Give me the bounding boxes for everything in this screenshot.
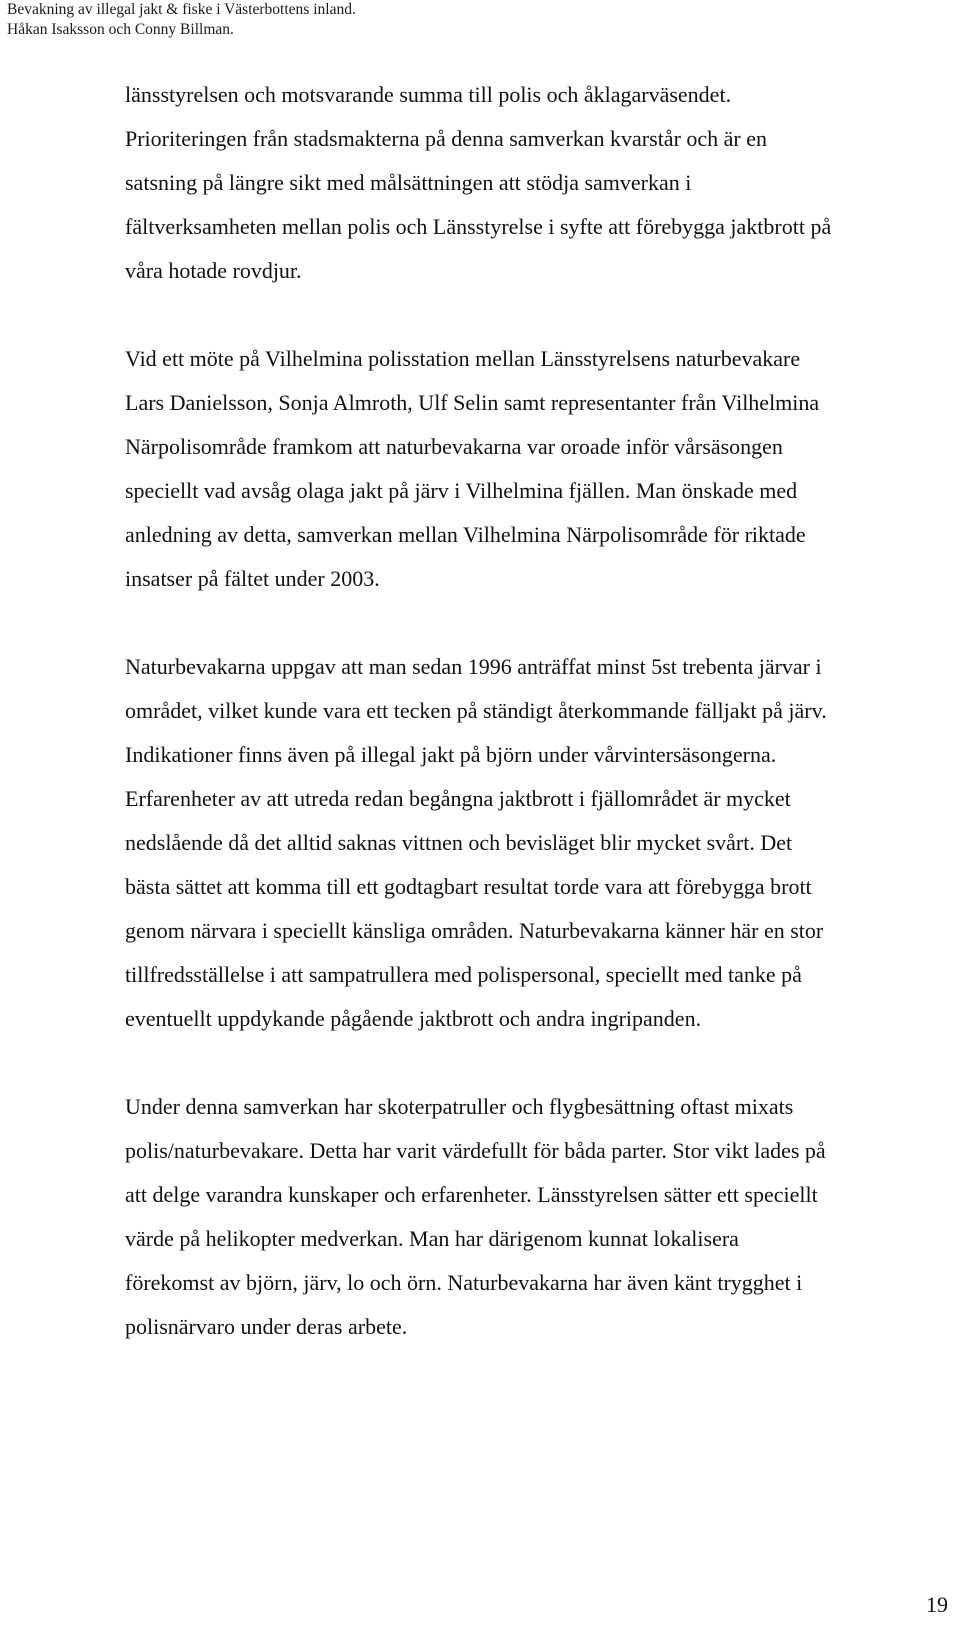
text-line: värde på helikopter medverkan. Man har därigenom kunnat lokalisera (125, 1226, 739, 1251)
text-line: våra hotade rovdjur. (125, 258, 302, 283)
paragraph (125, 1085, 960, 1349)
text-line: nedslående då det alltid saknas vittnen och bevisläget blir mycket svårt. Det (125, 830, 793, 855)
text-line: Närpolisområde framkom att naturbevakarna var oroade inför vårsäsongen (125, 434, 783, 459)
text-line: fältverksamheten mellan polis och Länsstyrelse i syfte att förebygga jaktbrott på (125, 214, 832, 239)
text-line: genom närvara i speciellt känsliga områden. Naturbevakarna känner här en stor (125, 918, 824, 943)
text-line: att delge varandra kunskaper och erfarenheter. Länsstyrelsen sätter ett speciellt (125, 1182, 818, 1207)
text-line: Under denna samverkan har skoterpatruller och flygbesättning oftast mixats (125, 1094, 794, 1119)
text-line: anledning av detta, samverkan mellan Vilhelmina Närpolisområde för riktade (125, 522, 806, 547)
text-line: Erfarenheter av att utreda redan begångna jaktbrott i fjällområdet är mycket (125, 786, 791, 811)
text-line: satsning på längre sikt med målsättningen att stödja samverkan i (125, 170, 692, 195)
text-line: Vid ett möte på Vilhelmina polisstation mellan Länsstyrelsens naturbevakare (125, 346, 801, 371)
text-line: förekomst av björn, järv, lo och örn. Naturbevakarna har även känt trygghet i (125, 1270, 803, 1295)
page-number: 19 (926, 1592, 948, 1617)
paragraph (125, 337, 960, 601)
text-line: Naturbevakarna uppgav att man sedan 1996 anträffat minst 5st trebenta järvar i (125, 654, 822, 679)
text-line: bästa sättet att komma till ett godtagbart resultat torde vara att förebygga brott (125, 874, 812, 899)
text-line: Prioriteringen från stadsmakterna på denna samverkan kvarstår och är en (125, 126, 768, 151)
text-line: polisnärvaro under deras arbete. (125, 1314, 408, 1339)
paragraph (125, 645, 960, 1041)
page-header (7, 0, 356, 40)
text-line: speciellt vad avsåg olaga jakt på järv i Vilhelmina fjällen. Man önskade med (125, 478, 798, 503)
text-line: området, vilket kunde vara ett tecken på ständigt återkommande fälljakt på järv. (125, 698, 827, 723)
text-line: polis/naturbevakare. Detta har varit värdefullt för båda parter. Stor vikt lades på (125, 1138, 826, 1163)
text-line: Lars Danielsson, Sonja Almroth, Ulf Selin samt representanter från Vilhelmina (125, 390, 820, 415)
text-line: länsstyrelsen och motsvarande summa till polis och åklagarväsendet. (125, 82, 732, 107)
document-body (125, 73, 960, 1349)
text-line: insatser på fältet under 2003. (125, 566, 380, 591)
text-line: Indikationer finns även på illegal jakt på björn under vårvintersäsongerna. (125, 742, 777, 767)
paragraph (125, 73, 960, 293)
header-authors: Håkan Isaksson och Conny Billman. (7, 21, 234, 38)
text-line: eventuellt uppdykande pågående jaktbrott och andra ingripanden. (125, 1006, 702, 1031)
text-line: tillfredsställelse i att sampatrullera med polispersonal, speciellt med tanke på (125, 962, 802, 987)
header-document-title: Bevakning av illegal jakt & fiske i Västerbottens inland. (7, 1, 356, 18)
